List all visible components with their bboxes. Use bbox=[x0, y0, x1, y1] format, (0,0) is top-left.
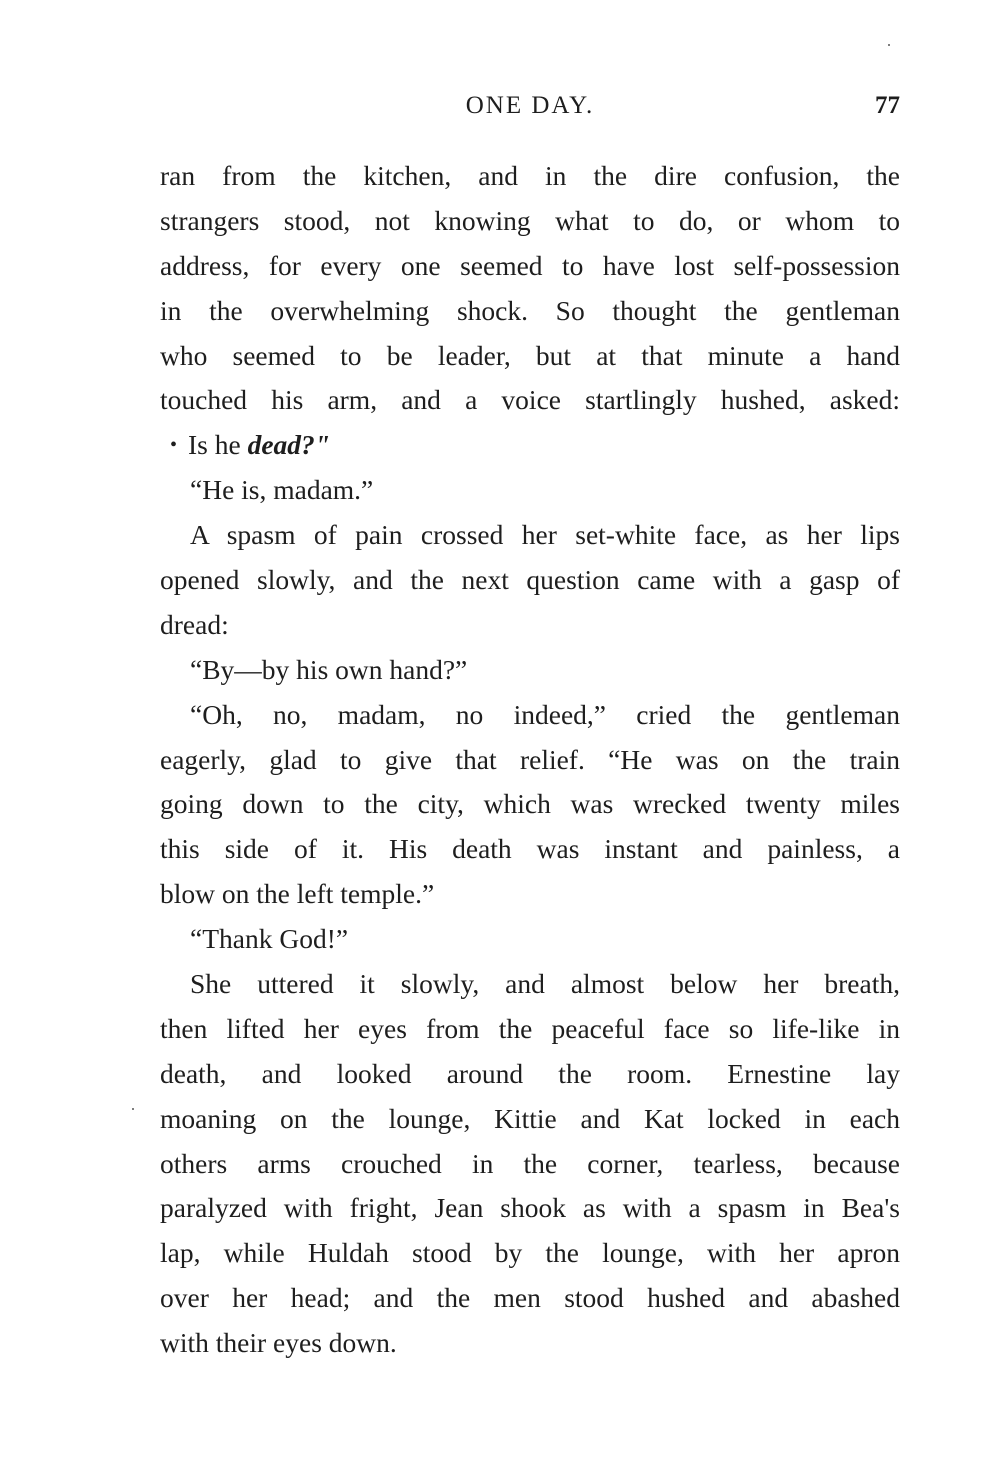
bullet-mark: • bbox=[170, 434, 178, 457]
text-line: address, for every one seemed to have lost self-possession bbox=[160, 249, 900, 281]
text-line: strangers stood, not knowing what to do, or whom to bbox=[160, 204, 900, 236]
text-line: then lifted her eyes from the peaceful face so life-like in bbox=[160, 1012, 900, 1044]
text-line: touched his arm, and a voice startlingly hushed, asked: bbox=[160, 384, 900, 416]
paper-speck bbox=[888, 44, 890, 46]
text-line: ran from the kitchen, and in the dire confusion, the bbox=[160, 160, 900, 191]
text-line: opened slowly, and the next question came with a gasp of bbox=[160, 564, 900, 596]
text-line: A spasm of pain crossed her set-white face, as her lips bbox=[190, 519, 900, 551]
dialogue-line: “By—by his own hand?” bbox=[190, 653, 468, 685]
text-line: paralyzed with fright, Jean shook as with a spasm in Bea's bbox=[160, 1192, 900, 1224]
text-line: others arms crouched in the corner, tearless, because bbox=[160, 1147, 900, 1179]
text-line: this side of it. His death was instant and painless, a bbox=[160, 833, 900, 865]
text-line: dread: bbox=[160, 608, 229, 640]
text-line: blow on the left temple.” bbox=[160, 878, 435, 910]
paper-speck bbox=[132, 1108, 134, 1110]
running-head bbox=[160, 88, 900, 124]
question-emphasis: dead?" bbox=[247, 429, 331, 461]
text-line: over her head; and the men stood hushed and abashed bbox=[160, 1282, 900, 1314]
text-line: She uttered it slowly, and almost below her breath, bbox=[190, 968, 900, 1000]
text-line: “Oh, no, madam, no indeed,” cried the gentleman bbox=[190, 698, 900, 730]
text-line: lap, while Huldah stood by the lounge, with her apron bbox=[160, 1237, 900, 1269]
question-prefix: Is he bbox=[188, 429, 241, 461]
text-line: eagerly, glad to give that relief. “He was on the train bbox=[160, 743, 900, 775]
dialogue-line: “Thank God!” bbox=[190, 923, 349, 955]
text-line: death, and looked around the room. Ernestine lay bbox=[160, 1057, 900, 1089]
text-line: in the overwhelming shock. So thought the gentleman bbox=[160, 294, 900, 326]
body-text bbox=[160, 154, 900, 1366]
dialogue-line: “He is, madam.” bbox=[190, 474, 374, 506]
text-line: moaning on the lounge, Kittie and Kat locked in each bbox=[160, 1102, 900, 1134]
text-line: who seemed to be leader, but at that minute a hand bbox=[160, 339, 900, 371]
page-number: 77 bbox=[875, 92, 900, 119]
question-line bbox=[160, 423, 900, 468]
running-title: ONE DAY. bbox=[465, 92, 595, 119]
text-line: with their eyes down. bbox=[160, 1327, 397, 1359]
text-line: going down to the city, which was wrecked twenty miles bbox=[160, 788, 900, 820]
